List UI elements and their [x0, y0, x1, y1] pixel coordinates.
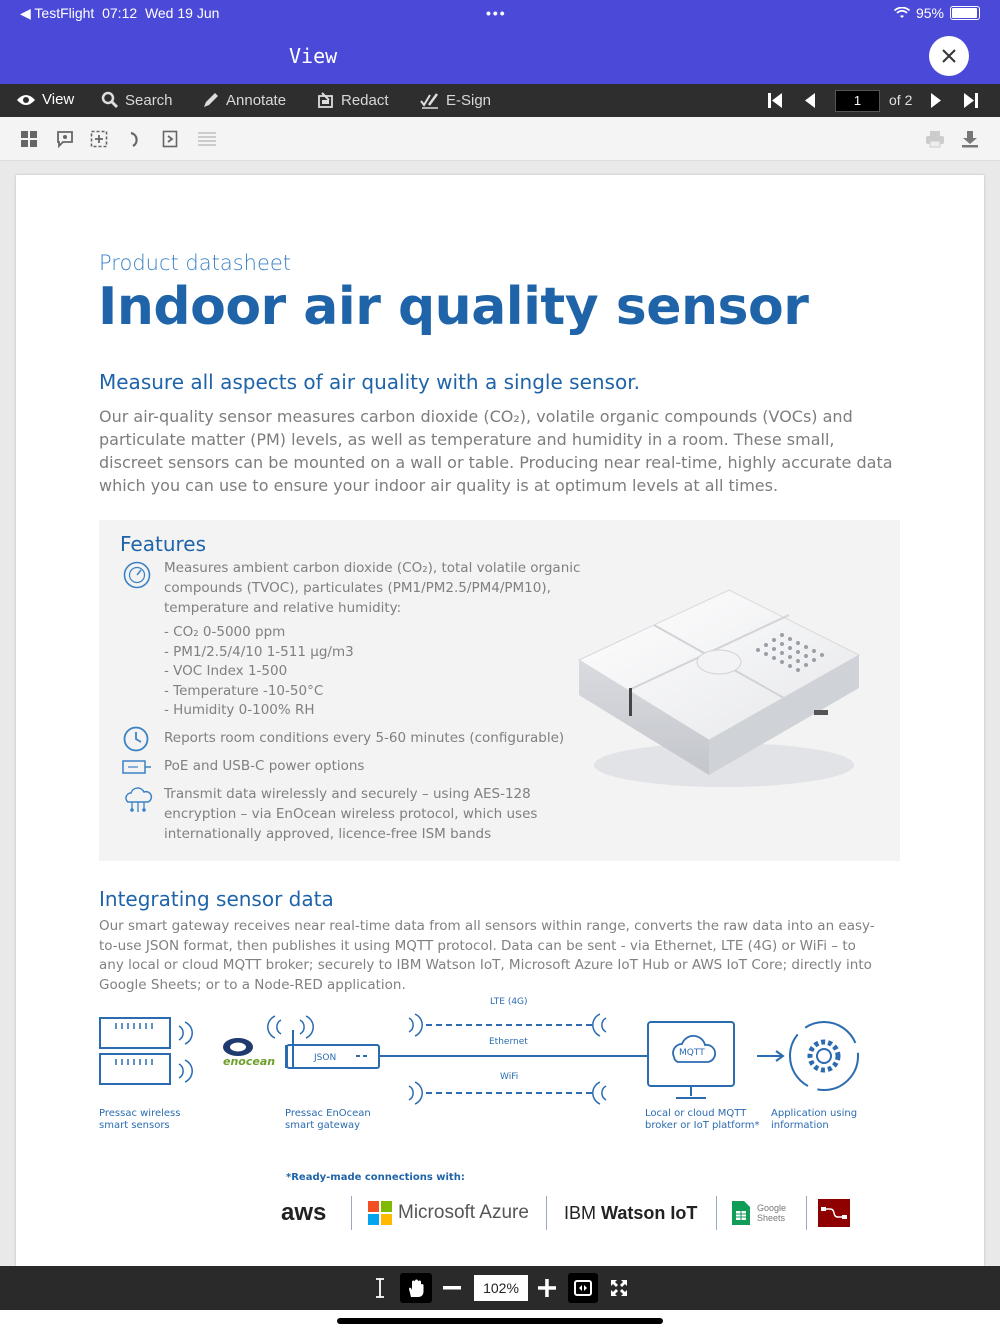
integration-text: Our smart gateway receives near real-time data from all sensors within range, converts the raw data into an easy-to-use JSON format, then publishes it using MQTT protocol. Data can be sent - via Ethernet, LTE (4G) or WiFi – to any local or cloud MQTT broker; securely to IBM Watson IoT, Microsoft Azure IoT Hub or AWS IoT Core; directly into Google Sheets; or to a Node-RED application. — [99, 918, 875, 994]
logo-divider — [716, 1196, 717, 1230]
gateway-json-label: JSON — [314, 1053, 337, 1063]
page-title: View — [289, 44, 338, 68]
secondary-toolbar — [0, 117, 1000, 161]
last-page-icon[interactable] — [963, 92, 979, 109]
tab-esign[interactable] — [420, 91, 491, 109]
sensor-device-image — [569, 570, 869, 805]
fit-width-icon — [574, 1280, 592, 1296]
page-number-input[interactable]: 1 — [835, 90, 880, 112]
gateway-caption: Pressac EnOcean smart gateway — [285, 1108, 371, 1131]
bottom-toolbar — [0, 1266, 1000, 1310]
azure-logo — [368, 1190, 529, 1236]
eye-icon — [16, 93, 36, 107]
lte-label: LTE (4G) — [490, 997, 528, 1007]
sheets-icon — [731, 1200, 751, 1226]
list-item: - Humidity 0-100% RH — [164, 702, 315, 719]
text-cursor-icon[interactable] — [374, 1278, 386, 1298]
tab-view-label: View — [42, 91, 75, 108]
aws-logo: aws — [281, 1199, 327, 1226]
battery-icon — [950, 6, 980, 20]
wifi-icon — [894, 7, 910, 19]
logo-divider — [806, 1196, 807, 1230]
clock-icon — [122, 726, 150, 752]
feature-4: Transmit data wirelessly and securely – using AES-128 encryption – via EnOcean wireless protocol, which uses internationally approved, licence-free ISM bands — [164, 786, 538, 842]
page-total: of 2 — [889, 92, 913, 108]
list-item: - PM1/2.5/4/10 1-511 µg/m3 — [164, 643, 354, 660]
feature-1: Measures ambient carbon dioxide (CO₂), total volatile organic compounds (TVOC), particulates (PM1/PM2.5/PM4/PM10), temperature and relative humidity: — [164, 560, 581, 616]
microsoft-logo-icon — [368, 1201, 392, 1225]
main-toolbar — [0, 84, 1000, 117]
cloud-network-icon — [122, 786, 154, 814]
back-to-app-link[interactable]: ◀ TestFlight — [20, 5, 95, 21]
tab-redact-label: Redact — [341, 91, 389, 109]
node-red-icon — [818, 1199, 850, 1227]
close-button[interactable] — [929, 36, 969, 76]
ready-connections-label: *Ready-made connections with: — [286, 1172, 465, 1183]
feature-2: Reports room conditions every 5-60 minutes (configurable) — [164, 730, 565, 746]
menu-lines-icon[interactable] — [197, 130, 217, 148]
hand-icon — [407, 1279, 425, 1298]
sensors-caption: Pressac wireless smart sensors — [99, 1108, 181, 1131]
ibm-logo-text: IBM — [564, 1202, 597, 1223]
status-right — [894, 5, 980, 21]
feature-spec-list — [164, 623, 354, 721]
azure-logo-text: Microsoft Azure — [398, 1202, 529, 1223]
comment-search-icon[interactable] — [56, 130, 74, 148]
fullscreen-icon[interactable] — [610, 1279, 628, 1297]
node-red-logo — [818, 1190, 850, 1236]
document-page — [16, 175, 984, 1266]
signature-icon — [420, 91, 440, 109]
status-time: 07:12 — [102, 5, 138, 21]
doc-intro: Our air-quality sensor measures carbon dioxide (CO₂), volatile organic compounds (VOCs) and particulate matter (PM) levels, as well as temperature and humidity in a room. These small, discreet sensors can be mounted on a wall or table. Producing near real-time, highly accurate data which you can use to ensure your indoor air quality is at optimum levels at all times. — [99, 407, 893, 495]
doc-title: Indoor air quality sensor — [98, 277, 809, 337]
status-date: Wed 19 Jun — [144, 5, 220, 21]
feature-3: PoE and USB-C power options — [164, 758, 365, 774]
mqtt-label: MQTT — [679, 1048, 705, 1058]
tab-annotate[interactable] — [202, 91, 286, 109]
ethernet-label: Ethernet — [489, 1037, 528, 1047]
page-export-icon[interactable] — [162, 130, 178, 148]
close-icon — [942, 49, 956, 63]
zoom-in-icon[interactable] — [538, 1279, 556, 1297]
list-item: - VOC Index 1-500 — [164, 663, 288, 680]
features-panel — [99, 520, 900, 861]
tab-redact[interactable] — [317, 91, 389, 109]
power-plug-icon — [122, 759, 152, 775]
fit-width-button[interactable] — [568, 1273, 598, 1303]
tab-view[interactable] — [16, 91, 74, 108]
thumbnails-icon[interactable] — [20, 130, 38, 148]
integration-title: Integrating sensor data — [99, 887, 334, 911]
list-item: - Temperature -10-50°C — [164, 682, 324, 699]
doc-heading: Measure all aspects of air quality with a single sensor. — [99, 370, 640, 394]
rotate-icon[interactable] — [127, 130, 143, 148]
tab-search-label: Search — [125, 91, 173, 109]
top-bar — [0, 0, 1000, 84]
wifi-label: WiFi — [500, 1072, 519, 1082]
zoom-level[interactable]: 102% — [474, 1275, 528, 1301]
tab-esign-label: E-Sign — [446, 91, 492, 109]
document-viewer[interactable] — [0, 161, 1000, 1266]
app-caption: Application using information — [771, 1108, 858, 1131]
home-indicator[interactable] — [337, 1318, 663, 1324]
next-page-icon[interactable] — [930, 92, 942, 109]
sheets-logo-text: Sheets — [757, 1213, 786, 1223]
features-title: Features — [120, 532, 206, 556]
partner-logos — [276, 1190, 876, 1236]
battery-percent: 95% — [915, 5, 944, 21]
download-icon[interactable] — [961, 130, 979, 148]
logo-divider — [351, 1196, 352, 1230]
zoom-out-icon[interactable] — [443, 1286, 461, 1290]
first-page-icon[interactable] — [767, 92, 783, 109]
redact-icon — [317, 91, 335, 109]
enocean-logo-text: enocean — [223, 1055, 276, 1068]
google-sheets-logo — [731, 1190, 786, 1236]
tab-search[interactable] — [101, 91, 173, 109]
logo-divider — [546, 1196, 547, 1230]
status-left — [20, 5, 219, 22]
integration-diagram — [86, 997, 916, 1250]
google-logo-text: Google — [757, 1203, 787, 1213]
watson-logo-text: Watson IoT — [601, 1202, 698, 1223]
tab-annotate-label: Annotate — [226, 91, 287, 109]
gauge-icon — [122, 561, 152, 589]
multitasking-dots[interactable]: ••• — [486, 5, 507, 21]
pen-icon — [202, 91, 220, 109]
select-area-icon[interactable] — [90, 130, 108, 148]
print-icon[interactable] — [925, 130, 945, 148]
broker-caption: Local or cloud MQTT broker or IoT platform* — [645, 1108, 760, 1131]
prev-page-icon[interactable] — [804, 92, 816, 109]
pan-tool-button[interactable] — [400, 1273, 432, 1303]
ibm-watson-logo — [564, 1190, 697, 1236]
list-item: - CO₂ 0-5000 ppm — [164, 624, 286, 640]
doc-subtitle: Product datasheet — [99, 251, 292, 275]
network-diagram — [86, 1010, 916, 1170]
search-icon — [101, 91, 119, 109]
